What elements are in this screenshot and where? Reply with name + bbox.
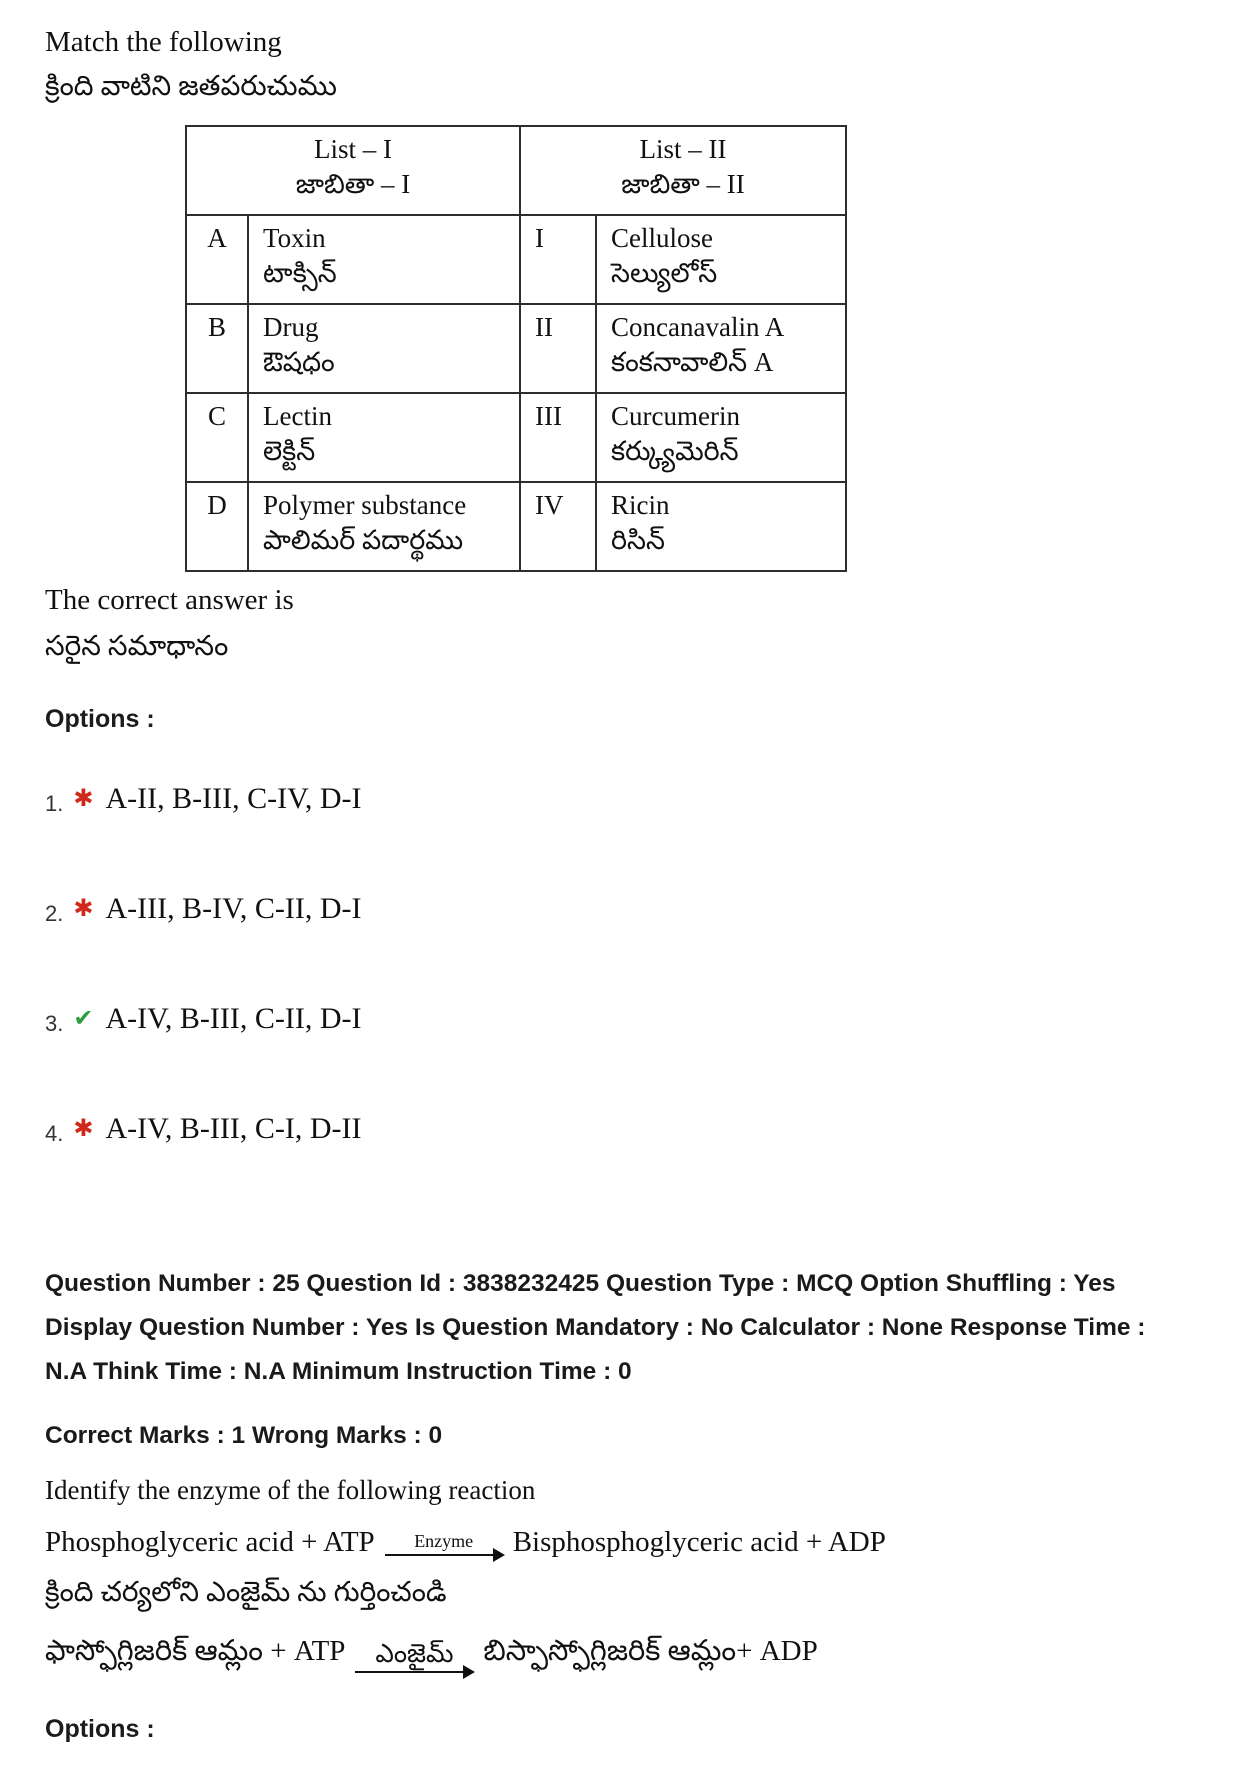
question-title-te: క్రింది వాటిని జతపరుచుము [45, 71, 337, 102]
list2-header-te: జాబితా – II [621, 169, 745, 199]
enzyme-prompt-en: Identify the enzyme of the following reaction [45, 1474, 536, 1505]
row-d-right-te: రిసిన్ [611, 525, 665, 555]
question-title-en: Match the following [45, 26, 282, 58]
row-d-left-te: పాలిమర్ పదార్థము [263, 525, 464, 555]
row-c-right-en: Curcumerin [611, 401, 740, 431]
arrow-label-enzyme: Enzyme [414, 1530, 474, 1551]
row-d-rcode: IV [520, 482, 596, 571]
match-table-header-row [186, 126, 846, 215]
answer-prompt-te: సరైన సమాధానం [45, 631, 229, 662]
row-d-right-en: Ricin [611, 490, 670, 520]
option-2-text: A-III, B-IV, C-II, D-I [105, 892, 362, 925]
row-a-right-te: సెల్యులోస్ [611, 258, 718, 288]
row-d-left-en: Polymer substance [263, 490, 467, 520]
wrong-icon: ✱ [73, 896, 94, 922]
match-row-d [186, 482, 846, 571]
enzyme-question-block [45, 1262, 1190, 1744]
option-3-text: A-IV, B-III, C-II, D-I [105, 1002, 362, 1035]
row-b-left-en: Drug [263, 312, 319, 342]
row-c-code: C [186, 393, 248, 482]
options-label-2: Options : [45, 1714, 155, 1743]
reaction-arrow [385, 1532, 503, 1557]
row-b-left-te: ఔషధం [263, 347, 335, 377]
match-row-b [186, 304, 846, 393]
row-a-left [248, 215, 520, 304]
row-c-rcode: III [520, 393, 596, 482]
wrong-icon: ✱ [73, 1116, 94, 1142]
answer-prompt-en: The correct answer is [45, 584, 294, 616]
wrong-icon: ✱ [73, 786, 94, 812]
row-a-right [596, 215, 846, 304]
arrow-label-enzyme-te: ఎంజైమ్ [375, 1638, 454, 1668]
marks-line: Correct Marks : 1 Wrong Marks : 0 [45, 1422, 443, 1449]
row-b-code: B [186, 304, 248, 393]
reaction-te-lhs: ఫాస్ఫోగ్లిజరిక్ ఆమ్లం + ATP [45, 1634, 346, 1667]
option-3-number: 3. [45, 1011, 64, 1036]
row-c-left-te: లెక్టిన్ [263, 436, 316, 466]
row-c-right [596, 393, 846, 482]
reaction-equation-te [45, 1635, 1190, 1675]
list2-header [520, 126, 846, 215]
row-d-left [248, 482, 520, 571]
reaction-arrow-te [355, 1640, 473, 1674]
row-a-right-en: Cellulose [611, 223, 713, 253]
correct-icon: ✔ [73, 1006, 94, 1032]
reaction-te-rhs: బిస్ఫాస్ఫోగ్లిజరిక్ ఆమ్లం+ ADP [483, 1634, 818, 1667]
option-1 [45, 782, 1190, 816]
enzyme-prompt-te: క్రింది చర్యలోని ఎంజైమ్ ను గుర్తించండి [45, 1576, 447, 1608]
row-c-left-en: Lectin [263, 401, 332, 431]
reaction-equation-en [45, 1526, 1190, 1559]
list1-header [186, 126, 520, 215]
option-4-text: A-IV, B-III, C-I, D-II [105, 1112, 362, 1145]
row-b-right [596, 304, 846, 393]
row-a-left-te: టాక్సిన్ [263, 258, 337, 288]
question-metadata: Question Number : 25 Question Id : 3838232425 Question Type : MCQ Option Shuffling : Yes Display Question Number : Yes Is Question Mandatory : No Calculator : None Response Time : N.A Think Time : N.A Minimum Instruction Time : 0 [45, 1270, 1146, 1385]
match-row-c [186, 393, 846, 482]
reaction-en-lhs: Phosphoglyceric acid + ATP [45, 1525, 375, 1558]
right-arrow-icon [355, 1671, 473, 1673]
list1-header-te: జాబితా – I [295, 169, 411, 199]
row-c-left [248, 393, 520, 482]
option-4 [45, 1112, 1190, 1146]
list1-header-en: List – I [314, 134, 392, 164]
option-4-number: 4. [45, 1121, 64, 1146]
row-b-right-en: Concanavalin A [611, 312, 785, 342]
match-table [185, 125, 847, 572]
row-b-right-te: కంకనావాలిన్ A [611, 347, 774, 377]
options-label: Options : [45, 705, 155, 733]
row-a-rcode: I [520, 215, 596, 304]
match-question-block [45, 26, 1190, 1146]
option-3 [45, 1002, 1190, 1036]
option-2 [45, 892, 1190, 926]
row-b-rcode: II [520, 304, 596, 393]
row-d-right [596, 482, 846, 571]
options-list [45, 782, 1190, 1146]
option-1-text: A-II, B-III, C-IV, D-I [105, 782, 362, 815]
option-2-number: 2. [45, 901, 64, 926]
option-1-number: 1. [45, 791, 64, 816]
row-d-code: D [186, 482, 248, 571]
row-c-right-te: కర్క్యుమెరిన్ [611, 436, 739, 466]
row-a-left-en: Toxin [263, 223, 326, 253]
list2-header-en: List – II [639, 134, 727, 164]
reaction-en-rhs: Bisphosphoglyceric acid + ADP [512, 1525, 886, 1558]
right-arrow-icon [385, 1554, 503, 1556]
row-b-left [248, 304, 520, 393]
match-row-a [186, 215, 846, 304]
row-a-code: A [186, 215, 248, 304]
